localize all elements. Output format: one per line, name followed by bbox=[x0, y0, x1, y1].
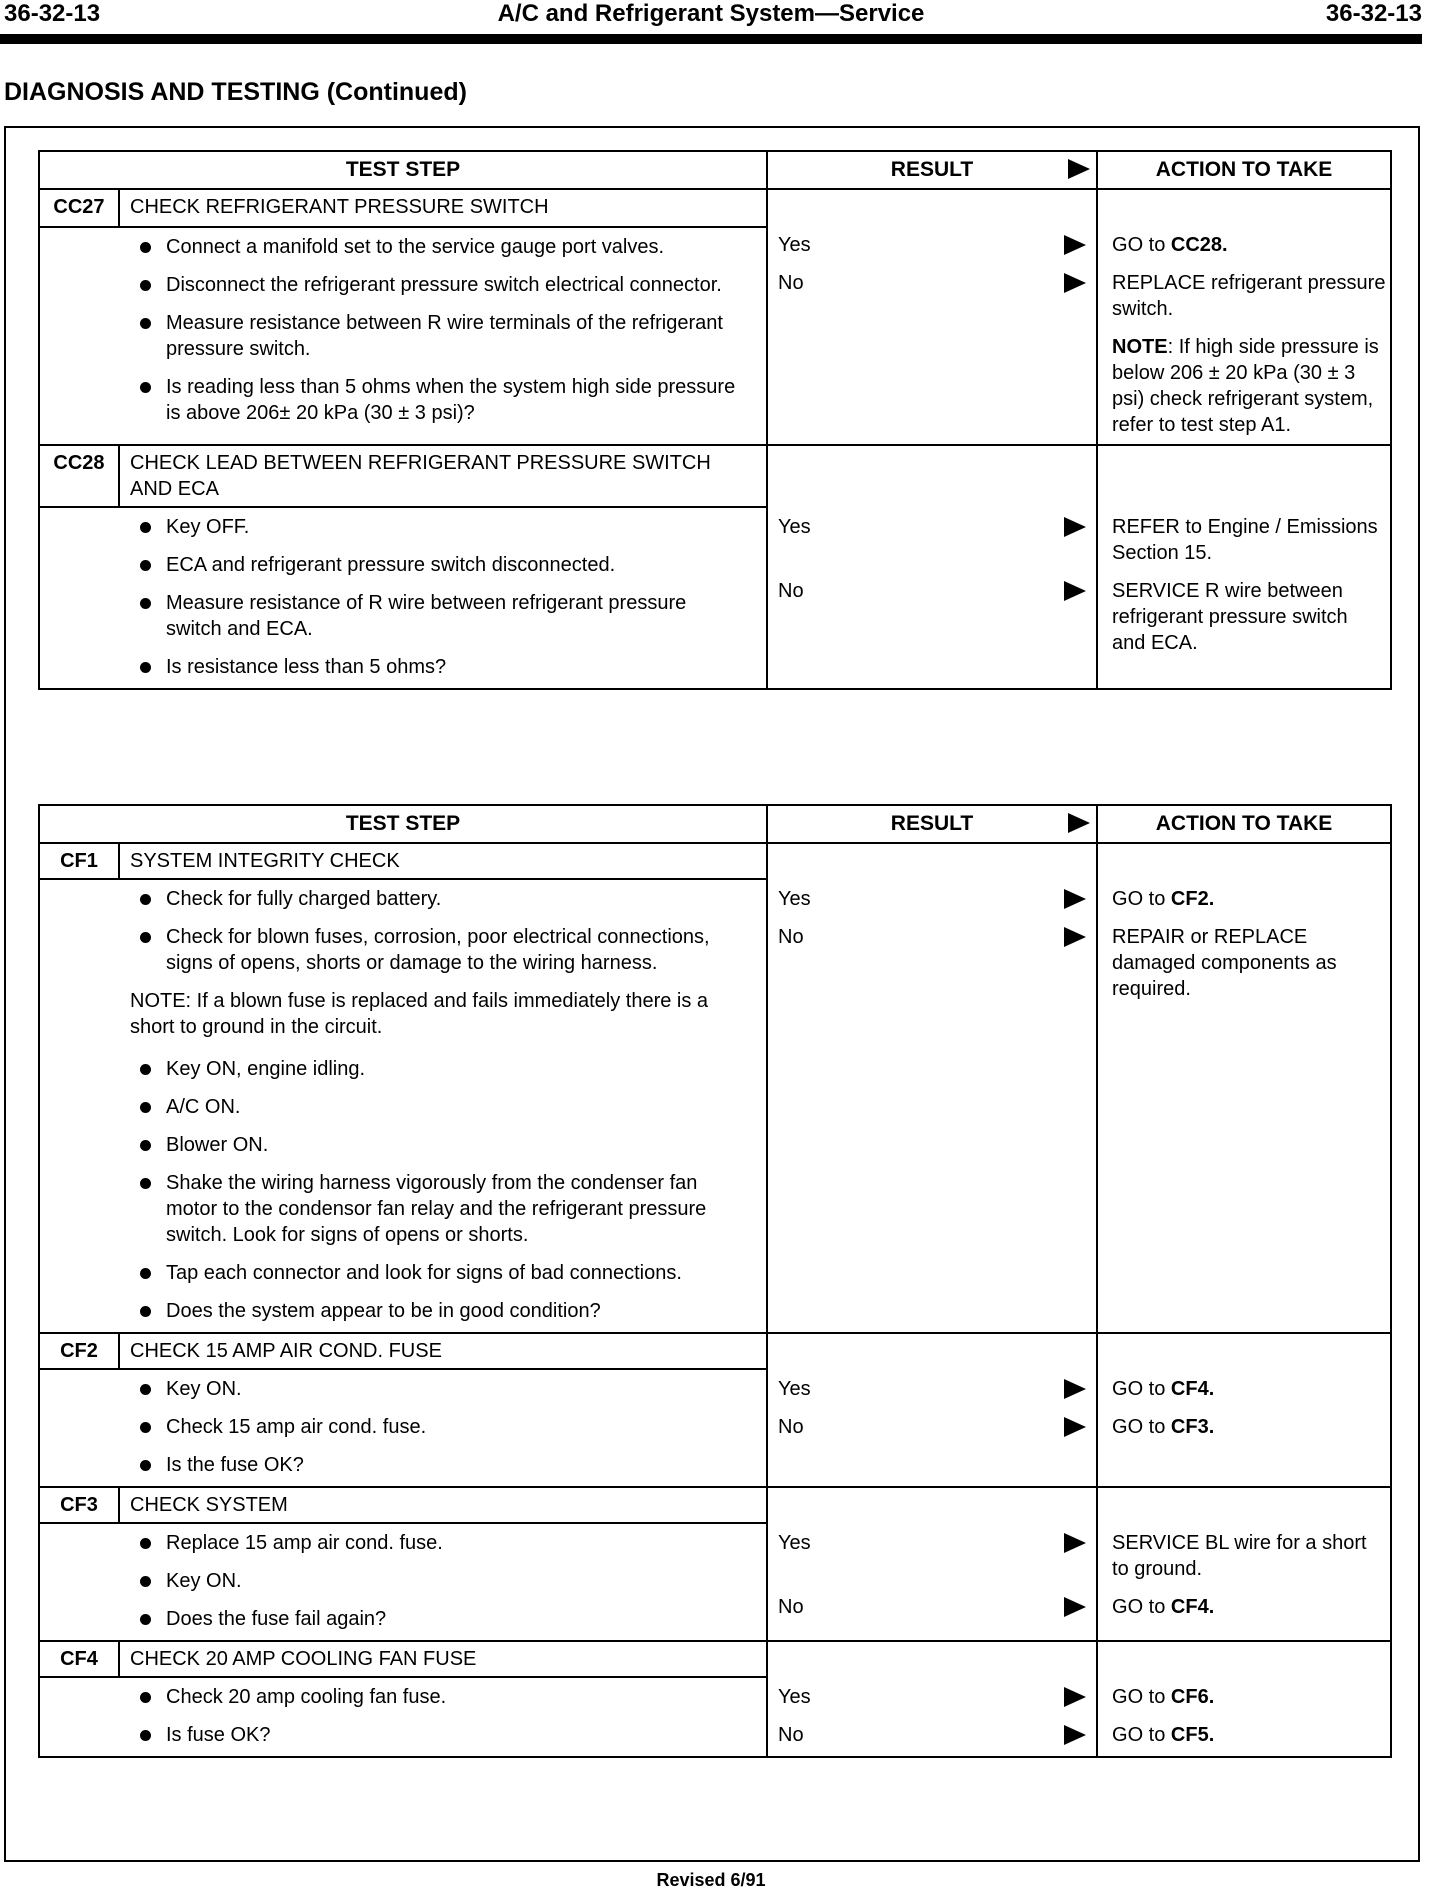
result-label: No bbox=[778, 1596, 804, 1618]
note-text: : If high side pressure is below 206 ± 20 kPa (30 ± 3 psi) check refrigerant system, refer to test step A1. bbox=[1112, 336, 1379, 436]
action-cell bbox=[1097, 1487, 1391, 1641]
right-triangle-arrow-icon bbox=[1068, 159, 1090, 179]
result-cell bbox=[767, 1487, 1097, 1641]
result-cell bbox=[767, 445, 1097, 689]
page-footer: Revised 6/91 bbox=[656, 1870, 766, 1890]
step-id: CF4 bbox=[39, 1641, 119, 1677]
col-header-result-label: RESULT bbox=[890, 812, 974, 835]
action-text: GO to bbox=[1112, 1596, 1171, 1618]
result-no bbox=[778, 924, 1086, 950]
action-target: CF3. bbox=[1170, 1416, 1215, 1438]
action-target: CF2. bbox=[1170, 888, 1215, 910]
right-triangle-arrow-icon bbox=[1064, 235, 1086, 255]
action-cell bbox=[1097, 189, 1391, 445]
step-title-row-cf1 bbox=[39, 843, 1391, 879]
result-label: No bbox=[778, 926, 804, 948]
result-label: Yes bbox=[778, 1378, 811, 1400]
right-triangle-arrow-icon bbox=[1064, 1379, 1086, 1399]
action-yes bbox=[1112, 1684, 1386, 1710]
page-number-left: 36-32-13 bbox=[4, 0, 101, 27]
list-item: Is resistance less than 5 ohms? bbox=[40, 654, 766, 680]
action-target: CC28. bbox=[1170, 234, 1228, 256]
action-yes bbox=[1112, 232, 1386, 258]
step-title-row-cf2 bbox=[39, 1333, 1391, 1369]
note-label: NOTE bbox=[1112, 336, 1168, 358]
list-item: Key OFF. bbox=[40, 514, 766, 540]
result-label: No bbox=[778, 580, 804, 602]
list-item: Check for fully charged battery. bbox=[40, 886, 766, 912]
result-no bbox=[778, 1722, 1086, 1748]
action-target: CF5. bbox=[1170, 1724, 1215, 1746]
col-header-result-label: RESULT bbox=[890, 158, 974, 181]
page-header bbox=[0, 0, 1422, 30]
step-body bbox=[39, 1677, 767, 1757]
step-title: CHECK 20 AMP COOLING FAN FUSE bbox=[119, 1641, 767, 1677]
action-no: SERVICE R wire between refrigerant pressure switch and ECA. bbox=[1112, 580, 1348, 654]
step-title: CHECK REFRIGERANT PRESSURE SWITCH bbox=[119, 189, 767, 227]
step-id: CC27 bbox=[39, 189, 119, 227]
action-note bbox=[1112, 334, 1386, 438]
list-item: Check 15 amp air cond. fuse. bbox=[40, 1414, 766, 1440]
action-text: GO to bbox=[1112, 1724, 1171, 1746]
list-item: Does the system appear to be in good condition? bbox=[40, 1298, 766, 1324]
step-title: CHECK 15 AMP AIR COND. FUSE bbox=[119, 1333, 767, 1369]
result-label: No bbox=[778, 272, 804, 294]
right-triangle-arrow-icon bbox=[1064, 1687, 1086, 1707]
diagnosis-table-cc bbox=[38, 150, 1392, 690]
right-triangle-arrow-icon bbox=[1064, 1417, 1086, 1437]
col-header-result bbox=[767, 151, 1097, 189]
list-item: Tap each connector and look for signs of bad connections. bbox=[40, 1260, 766, 1286]
list-item: Is the fuse OK? bbox=[40, 1452, 766, 1478]
col-header-action: ACTION TO TAKE bbox=[1097, 805, 1391, 843]
step-title: CHECK LEAD BETWEEN REFRIGERANT PRESSURE SWITCH AND ECA bbox=[119, 445, 767, 507]
result-cell bbox=[767, 843, 1097, 1333]
list-item: Check for blown fuses, corrosion, poor electrical connections, signs of opens, shorts or damage to the wiring harness. bbox=[40, 924, 766, 976]
result-yes bbox=[778, 1376, 1086, 1402]
result-label: Yes bbox=[778, 234, 811, 256]
action-yes: SERVICE BL wire for a short to ground. bbox=[1112, 1532, 1367, 1580]
list-item: Measure resistance between R wire terminals of the refrigerant pressure switch. bbox=[40, 310, 766, 362]
action-cell bbox=[1097, 1641, 1391, 1757]
col-header-action: ACTION TO TAKE bbox=[1097, 151, 1391, 189]
step-title-row-cf4 bbox=[39, 1641, 1391, 1677]
list-item: Disconnect the refrigerant pressure switch electrical connector. bbox=[40, 272, 766, 298]
result-no bbox=[778, 1594, 1086, 1620]
section-title: DIAGNOSIS AND TESTING (Continued) bbox=[4, 78, 467, 106]
result-yes bbox=[778, 1684, 1086, 1710]
action-text: GO to bbox=[1112, 234, 1171, 256]
step-body bbox=[39, 879, 767, 1333]
step-title: SYSTEM INTEGRITY CHECK bbox=[119, 843, 767, 879]
step-title-row-cf3 bbox=[39, 1487, 1391, 1523]
page-number-right: 36-32-13 bbox=[1325, 0, 1422, 27]
col-header-test-step: TEST STEP bbox=[39, 805, 767, 843]
list-item: Check 20 amp cooling fan fuse. bbox=[40, 1684, 766, 1710]
note-text: NOTE: If a blown fuse is replaced and fails immediately there is a short to ground in the circuit. bbox=[130, 990, 709, 1038]
step-id: CF1 bbox=[39, 843, 119, 879]
result-cell bbox=[767, 189, 1097, 445]
step-title: CHECK SYSTEM bbox=[119, 1487, 767, 1523]
action-cell bbox=[1097, 843, 1391, 1333]
action-no: REPLACE refrigerant pressure switch. bbox=[1112, 272, 1386, 320]
step-title-row-cc28 bbox=[39, 445, 1391, 507]
result-label: No bbox=[778, 1724, 804, 1746]
step-body bbox=[39, 227, 767, 445]
table-header-row bbox=[39, 151, 1391, 189]
action-text: GO to bbox=[1112, 1378, 1171, 1400]
action-yes bbox=[1112, 1376, 1386, 1402]
result-no bbox=[778, 578, 1086, 604]
action-target: CF4. bbox=[1170, 1596, 1215, 1618]
step-id: CF2 bbox=[39, 1333, 119, 1369]
result-yes bbox=[778, 886, 1086, 912]
list-item: Replace 15 amp air cond. fuse. bbox=[40, 1530, 766, 1556]
right-triangle-arrow-icon bbox=[1064, 1725, 1086, 1745]
action-no bbox=[1112, 1594, 1386, 1620]
col-header-test-step: TEST STEP bbox=[39, 151, 767, 189]
result-label: Yes bbox=[778, 516, 811, 538]
action-yes bbox=[1112, 886, 1386, 912]
right-triangle-arrow-icon bbox=[1064, 581, 1086, 601]
action-target: CF6. bbox=[1170, 1686, 1215, 1708]
result-label: Yes bbox=[778, 1532, 811, 1554]
action-text: GO to bbox=[1112, 1416, 1171, 1438]
result-label: No bbox=[778, 1416, 804, 1438]
action-no bbox=[1112, 1722, 1386, 1748]
step-body bbox=[39, 507, 767, 689]
step-body bbox=[39, 1523, 767, 1641]
result-label: Yes bbox=[778, 888, 811, 910]
list-item: Connect a manifold set to the service gauge port valves. bbox=[40, 234, 766, 260]
result-yes bbox=[778, 232, 1086, 258]
action-cell bbox=[1097, 1333, 1391, 1487]
list-item: A/C ON. bbox=[40, 1094, 766, 1120]
list-item: ECA and refrigerant pressure switch disconnected. bbox=[40, 552, 766, 578]
list-item: Shake the wiring harness vigorously from the condenser fan motor to the condensor fan relay and the refrigerant pressure switch. Look for signs of opens or shorts. bbox=[40, 1170, 766, 1248]
list-item: Key ON. bbox=[40, 1568, 766, 1594]
action-target: CF4. bbox=[1170, 1378, 1215, 1400]
right-triangle-arrow-icon bbox=[1064, 889, 1086, 909]
right-triangle-arrow-icon bbox=[1064, 273, 1086, 293]
page-title: A/C and Refrigerant System—Service bbox=[497, 0, 925, 27]
col-header-result bbox=[767, 805, 1097, 843]
step-body bbox=[39, 1369, 767, 1487]
right-triangle-arrow-icon bbox=[1064, 1533, 1086, 1553]
result-cell bbox=[767, 1641, 1097, 1757]
step-id: CC28 bbox=[39, 445, 119, 507]
result-label: Yes bbox=[778, 1686, 811, 1708]
action-yes: REFER to Engine / Emissions Section 15. bbox=[1112, 516, 1378, 564]
list-item: Does the fuse fail again? bbox=[40, 1606, 766, 1632]
action-cell bbox=[1097, 445, 1391, 689]
right-triangle-arrow-icon bbox=[1064, 1597, 1086, 1617]
step-title-row-cc27 bbox=[39, 189, 1391, 227]
list-item: Measure resistance of R wire between refrigerant pressure switch and ECA. bbox=[40, 590, 766, 642]
list-item: Is fuse OK? bbox=[40, 1722, 766, 1748]
result-yes bbox=[778, 514, 1086, 540]
list-item: Key ON, engine idling. bbox=[40, 1056, 766, 1082]
list-item: Key ON. bbox=[40, 1376, 766, 1402]
table-header-row bbox=[39, 805, 1391, 843]
diagnosis-table-cf bbox=[38, 804, 1392, 1758]
action-no: REPAIR or REPLACE damaged components as required. bbox=[1112, 926, 1337, 1000]
list-item: Is reading less than 5 ohms when the system high side pressure is above 206± 20 kPa (30 ± 3 psi)? bbox=[40, 374, 766, 426]
action-text: GO to bbox=[1112, 888, 1171, 910]
header-rule bbox=[0, 34, 1422, 44]
right-triangle-arrow-icon bbox=[1064, 517, 1086, 537]
right-triangle-arrow-icon bbox=[1068, 813, 1090, 833]
right-triangle-arrow-icon bbox=[1064, 927, 1086, 947]
result-no bbox=[778, 270, 1086, 296]
list-item: Blower ON. bbox=[40, 1132, 766, 1158]
result-yes bbox=[778, 1530, 1086, 1556]
step-id: CF3 bbox=[39, 1487, 119, 1523]
result-no bbox=[778, 1414, 1086, 1440]
action-no bbox=[1112, 1414, 1386, 1440]
action-text: GO to bbox=[1112, 1686, 1171, 1708]
result-cell bbox=[767, 1333, 1097, 1487]
